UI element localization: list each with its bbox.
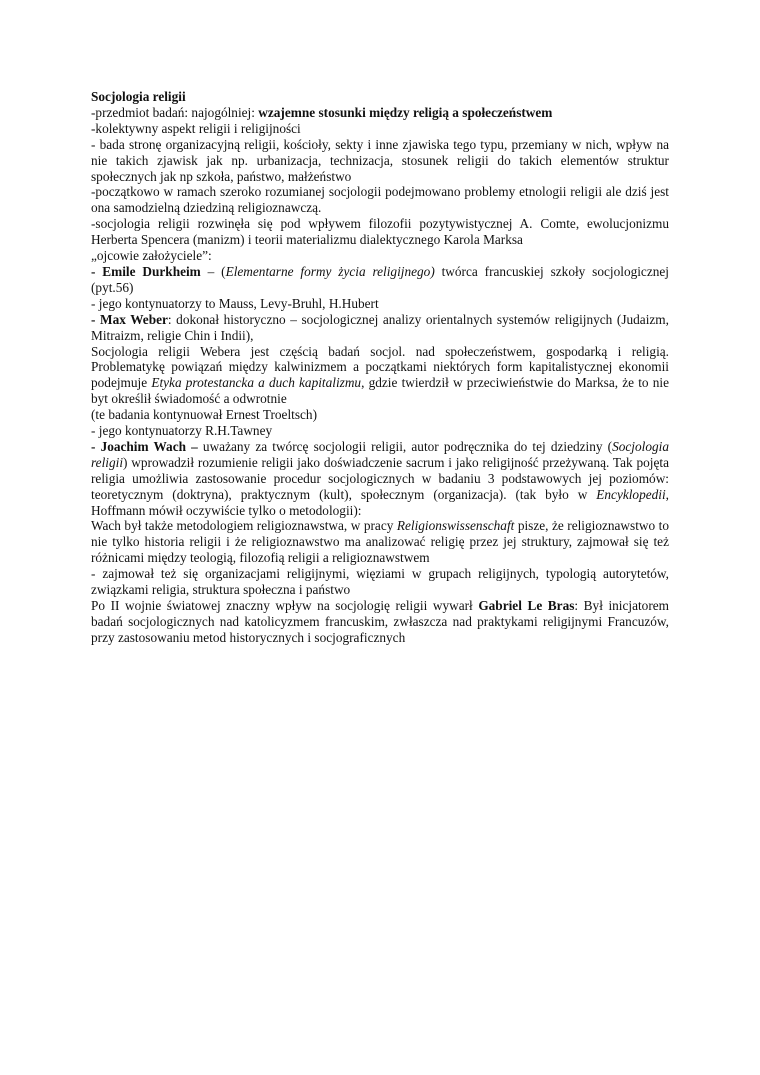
paragraph-developed: -socjologia religii rozwinęła się pod wpływem filozofii pozytywistycznej A. Comte, ewolucjonizmu Herberta Spencera (manizm) i teorii materializmu dialektycznego Karola Marksa bbox=[91, 216, 669, 248]
paragraph-durkheim: - Emile Durkheim – (Elementarne formy życia religijnego) twórca francuskiej szkoły socjologicznej (pyt.56) bbox=[91, 263, 669, 295]
paragraph-initially: -początkowo w ramach szeroko rozumianej socjologii podejmowano problemy etnologii religii ale dziś jest ona samodzielną dziedziną religioznawczą. bbox=[91, 184, 669, 216]
paragraph-collective: -kolektywny aspekt religii i religijności bbox=[91, 120, 301, 136]
paragraph-troeltsch: (te badania kontynuował Ernest Troeltsch) bbox=[91, 407, 318, 423]
paragraph-durkheim-followers: - jego kontynuatorzy to Mauss, Levy-Bruhl, H.Hubert bbox=[91, 295, 379, 311]
document-page bbox=[91, 89, 669, 646]
paragraph-weber: - Max Weber: dokonał historyczno – socjologicznej analizy orientalnych systemów religijnych (Judaizm, Mitraizm, religie Chin i Indii), bbox=[91, 311, 669, 343]
paragraph-weber-sociology: Socjologia religii Webera jest częścią badań socjol. nad społeczeństwem, gospodarką i religią. Problematykę powiązań między kalwinizmem a początkami niektórych form kapitalistycznej ekonomii podejmuje Etyka protestancka a duch kapitalizmu, gdzie twierdził w przeciwieństwie do Marksa, że to nie byt określił świadomość a odwrotnie bbox=[91, 343, 670, 407]
paragraph-lebras: Po II wojnie światowej znaczny wpływ na socjologię religii wywarł Gabriel Le Bras: Był inicjatorem badań socjologicznych nad katolicyzmem francuskim, zwłaszcza nad praktykami religijnymi Francuzów, przy zastosowaniu metod historycznych i socjograficznych bbox=[91, 598, 670, 645]
paragraph-weber-followers: - jego kontynuatorzy R.H.Tawney bbox=[91, 423, 273, 439]
paragraph-wach: - Joachim Wach – uważany za twórcę socjologii religii, autor podręcznika do tej dziedziny (Socjologia religii) wprowadził rozumienie religii jako doświadczenie sacrum i jako religijność przeżywaną. Tak pojęta religia umożliwia zastosowanie procedur socjologicznych w badaniu 3 podstawowych jej poziomów: teoretycznym (doktryna), praktycznym (kult), społecznym (organizacja). (tak było w Encyklopedii, Hoffmann mówił oczywiście tylko o metodologii): bbox=[91, 438, 669, 518]
paragraph-subject: -przedmiot badań: najogólniej: wzajemne stosunki między religią a społeczeństwem bbox=[91, 104, 553, 120]
paragraph-organizational: - bada stronę organizacyjną religii, kościoły, sekty i inne zjawiska tego typu, przemiany w nich, wpływ na nie takich zjawisk jak np. urbanizacja, technizacja, stosunek religii do takich elementów struktur społecznych jak np szkoła, państwo, małżeństwo bbox=[91, 136, 669, 184]
document-title: Socjologia religii bbox=[91, 89, 186, 104]
paragraph-wach-organizations: - zajmował też się organizacjami religijnymi, więziami w grupach religijnych, typologią autorytetów, związkami religia, struktura społeczna i państwo bbox=[91, 566, 669, 598]
paragraph-founders: „ojcowie założyciele”: bbox=[91, 248, 212, 264]
paragraph-wach-method: Wach był także metodologiem religioznawstwa, w pracy Religionswissenschaft pisze, że religioznawstwo to nie tylko historia religii i że religioznawstwo ma analizować religię przez jej struktury, zajmował się też różnicami między teologią, filozofią religii a religioznawstwem bbox=[91, 518, 669, 566]
